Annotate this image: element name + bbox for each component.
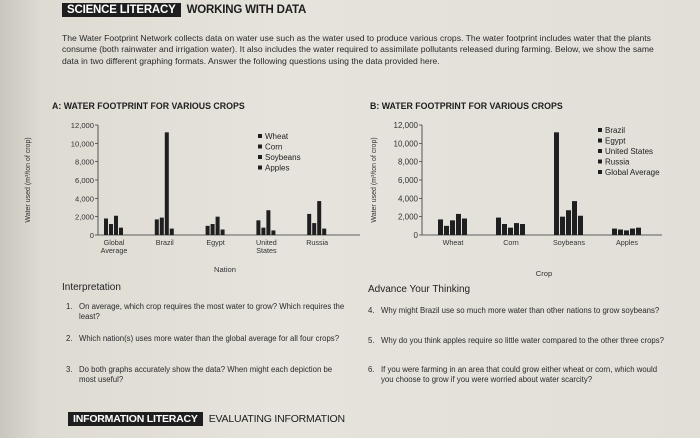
bar-corn-egypt (502, 224, 507, 235)
bar-brazil-corn (160, 218, 164, 235)
y-axis-label: Water used (m³/ton of crop) (371, 137, 378, 223)
bar-wheat-egypt (444, 226, 449, 235)
category-label: Wheat (442, 238, 464, 247)
question-text: Do both graphs accurately show the data? When might each depiction be most useful? (79, 365, 333, 384)
question-5 (368, 336, 668, 346)
bar-soybeans-united-states (566, 210, 571, 235)
bar-russia-soybeans (317, 201, 321, 235)
y-tick-label: 10,000 (70, 139, 94, 149)
question-text: On average, which crop requires the most water to grow? Which requires the least? (79, 302, 345, 321)
bar-brazil-apples (170, 229, 174, 235)
y-tick-label: 8,000 (397, 157, 418, 167)
legend-entry-united-states: United States (605, 147, 654, 156)
question-6 (368, 365, 668, 385)
chart-b (362, 112, 697, 282)
y-tick-label: 6,000 (74, 176, 94, 185)
legend-entry-russia: Russia (605, 157, 630, 167)
bar-wheat-brazil (438, 219, 443, 235)
question-text: Which nation(s) uses more water than the global average for all four crops? (79, 334, 340, 343)
bar-soybeans-global-average (578, 216, 583, 235)
section-header (62, 2, 312, 18)
y-tick-label: 10,000 (393, 139, 418, 149)
bar-soybeans-egypt (560, 217, 565, 235)
question-number: 1. (66, 302, 73, 311)
y-axis-label: Water used (m³/ton of crop) (25, 137, 32, 223)
bar-egypt-corn (211, 224, 215, 235)
category-label: Russia (306, 238, 329, 247)
y-tick-label: 12,000 (70, 121, 94, 130)
bar-apples-global-average (636, 228, 641, 235)
category-label: Corn (503, 238, 519, 247)
bar-egypt-apples (221, 230, 225, 236)
bar-united-states-corn (261, 228, 265, 235)
bar-russia-wheat (307, 214, 311, 235)
question-number: 2. (66, 334, 73, 343)
bar-corn-united-states (508, 228, 513, 235)
footer-title: EVALUATING INFORMATION (208, 413, 345, 425)
category-label: Global (103, 238, 125, 247)
question-3 (66, 365, 341, 385)
x-axis-label: Crop (535, 269, 553, 278)
bar-global-average-wheat (104, 219, 108, 236)
legend-swatch-corn (258, 145, 262, 149)
legend-entry-brazil: Brazil (605, 126, 626, 135)
advance-heading: Advance Your Thinking (368, 284, 471, 295)
legend-entry-wheat: Wheat (265, 132, 289, 141)
information-literacy-tag: INFORMATION LITERACY (68, 412, 203, 426)
question-4 (368, 306, 668, 316)
y-tick-label: 2,000 (397, 212, 418, 222)
chart-a (20, 112, 360, 282)
bar-global-average-apples (119, 228, 123, 235)
bar-apples-united-states (624, 230, 629, 235)
legend-entry-egypt: Egypt (605, 136, 626, 146)
bar-soybeans-brazil (554, 132, 559, 235)
y-tick-label: 0 (89, 231, 94, 240)
legend-swatch-global-average (598, 170, 602, 174)
category-label: Average (100, 246, 128, 255)
science-literacy-tag: SCIENCE LITERACY (62, 3, 181, 17)
legend-swatch-apples (258, 166, 262, 170)
question-number: 5. (368, 336, 375, 345)
y-tick-label: 4,000 (397, 194, 418, 204)
question-number: 3. (66, 365, 73, 374)
bar-global-average-corn (109, 224, 113, 235)
y-tick-label: 2,000 (74, 212, 94, 222)
bar-brazil-soybeans (165, 132, 169, 235)
interpretation-heading: Interpretation (62, 282, 121, 293)
bar-egypt-wheat (206, 226, 210, 235)
chart-b-title: B: WATER FOOTPRINT FOR VARIOUS CROPS (370, 101, 563, 111)
category-label: States (256, 246, 277, 255)
chart-a-title: A: WATER FOOTPRINT FOR VARIOUS CROPS (52, 101, 245, 111)
bar-apples-brazil (612, 229, 617, 235)
intro-paragraph: The Water Footprint Network collects data on water use such as the water used to produce various crops. The water footprint includes water that the plants consume (both rainwater and irrigation water). It also includes the water required to assimilate pollutants released during farming. Below, we show the same data in two different graphing formats. Answer the following questions using the data provided here. (62, 33, 654, 66)
bar-soybeans-russia (572, 201, 577, 235)
y-tick-label: 6,000 (397, 176, 418, 185)
legend-entry-global-average: Global Average (605, 168, 660, 177)
bar-apples-egypt (618, 230, 623, 236)
bar-wheat-united-states (450, 220, 455, 235)
question-number: 6. (368, 365, 375, 374)
question-text: Why might Brazil use so much more water than other nations to grow soybeans? (381, 306, 660, 315)
legend-swatch-russia (598, 160, 602, 164)
footer-header (68, 412, 351, 426)
legend-swatch-brazil (598, 128, 602, 132)
bar-united-states-apples (271, 230, 275, 235)
category-label: United (256, 238, 277, 247)
y-tick-label: 8,000 (74, 157, 94, 167)
section-title: WORKING WITH DATA (186, 4, 307, 16)
bar-egypt-soybeans (216, 217, 220, 235)
legend-entry-apples: Apples (265, 163, 290, 173)
legend-swatch-wheat (258, 134, 262, 138)
bar-wheat-russia (456, 214, 461, 235)
bar-corn-brazil (496, 218, 501, 235)
category-label: Soybeans (553, 238, 585, 247)
y-tick-label: 0 (413, 231, 418, 240)
question-2 (66, 334, 351, 344)
bar-global-average-soybeans (114, 216, 118, 235)
bar-brazil-wheat (155, 219, 159, 235)
bar-united-states-soybeans (266, 210, 270, 235)
category-label: Egypt (206, 238, 225, 247)
bar-corn-global-average (520, 224, 525, 235)
legend-swatch-united-states (598, 149, 602, 153)
bar-russia-apples (322, 229, 326, 235)
question-number: 4. (368, 306, 375, 315)
y-tick-label: 4,000 (74, 194, 94, 204)
bar-united-states-wheat (256, 220, 260, 235)
legend-entry-soybeans: Soybeans (265, 153, 301, 162)
y-tick-label: 12,000 (393, 121, 418, 130)
legend-swatch-soybeans (258, 155, 262, 159)
bar-russia-corn (312, 223, 316, 235)
legend-swatch-egypt (598, 139, 602, 143)
question-text: Why do you think apples require so little water compared to the other three crops? (381, 336, 665, 345)
category-label: Apples (616, 238, 638, 247)
category-label: Brazil (155, 238, 174, 247)
legend-entry-corn: Corn (265, 142, 283, 152)
bar-corn-russia (514, 223, 519, 235)
bar-apples-russia (630, 229, 635, 235)
x-axis-label: Nation (214, 265, 236, 274)
question-text: If you were farming in an area that could grow either wheat or corn, which would you choose to grow if you were worried about water scarcity? (381, 365, 658, 384)
question-1 (66, 302, 351, 322)
bar-wheat-global-average (462, 219, 467, 236)
